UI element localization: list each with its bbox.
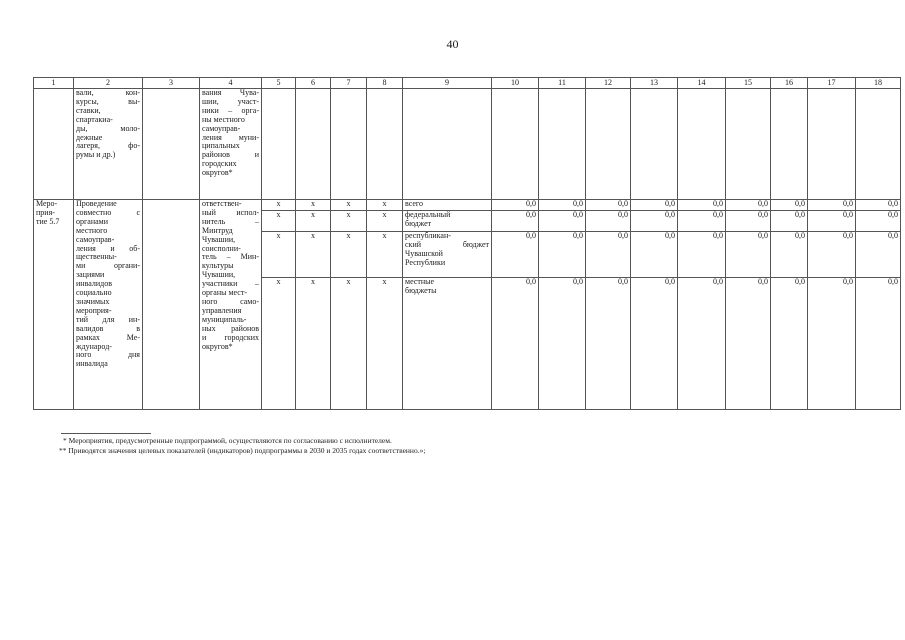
text-line: Чувашии, [202, 270, 236, 280]
text-line: вания Чува- [202, 88, 259, 97]
empty-cell [143, 200, 200, 410]
footnote-rule [61, 433, 151, 434]
x-mark: х [367, 232, 403, 278]
x-mark: х [262, 232, 296, 278]
value-cell: 0,0 [492, 278, 539, 410]
funding-row-total [34, 200, 901, 211]
text-line: Чувашии, [202, 234, 236, 244]
header-cell: 4 [200, 78, 262, 89]
x-mark: х [331, 232, 367, 278]
text-line: участники – [202, 279, 259, 289]
value-cell: 0,0 [539, 211, 586, 232]
x-mark: х [331, 278, 367, 410]
value-cell: 0,0 [771, 200, 808, 211]
x-mark: х [262, 200, 296, 211]
text-line: ский бюджет [405, 239, 489, 249]
text-line: органами [76, 216, 109, 226]
text-line: республикан- [405, 231, 451, 240]
text-line: значимых [76, 296, 110, 306]
value-cell: 0,0 [808, 211, 856, 232]
footnotes [33, 433, 425, 456]
text-line: ждународ- [76, 341, 112, 351]
value-cell: 0,0 [678, 211, 726, 232]
text-line: и городских [202, 332, 259, 342]
text-line: городских [202, 159, 237, 169]
text-line: шии, участ- [202, 96, 259, 106]
empty-cell [34, 89, 74, 200]
value-cell: 0,0 [771, 232, 808, 278]
header-cell: 11 [539, 78, 586, 89]
value-cell: 0,0 [856, 278, 901, 410]
value-cell: 0,0 [539, 200, 586, 211]
text-line: дежные [76, 132, 103, 142]
x-mark: х [296, 211, 331, 232]
text-line: Чувашской [405, 248, 443, 258]
text-line: прия- [36, 207, 55, 217]
empty-cell [492, 89, 539, 200]
empty-cell [678, 89, 726, 200]
text-line: ды, моло- [76, 123, 140, 133]
value-cell: 0,0 [631, 278, 678, 410]
text-line: федеральный [405, 210, 451, 219]
empty-cell [586, 89, 631, 200]
x-mark: х [367, 200, 403, 211]
text-line: Меро- [36, 199, 58, 208]
text-line: вали, кон- [76, 88, 140, 97]
funding-source-cell [403, 232, 492, 278]
text-line: инвалидов [76, 279, 112, 289]
footnote-2: ** Приводятся значения целевых показателей (индикаторов) подпрограммы в 2030 и 2035 годах соответственно.»; [59, 446, 426, 455]
x-mark: х [367, 211, 403, 232]
text-line: лагеря, фо- [76, 141, 140, 151]
text-line: ного дня [76, 350, 140, 360]
header-cell: 9 [403, 78, 492, 89]
text-line: управления [202, 305, 242, 315]
measure-responsible-cell [200, 200, 262, 410]
empty-cell [808, 89, 856, 200]
text-line: соисполни- [202, 243, 241, 253]
value-cell: 0,0 [771, 278, 808, 410]
value-cell: 0,0 [678, 232, 726, 278]
value-cell: 0,0 [726, 278, 771, 410]
empty-cell [331, 89, 367, 200]
empty-cell [143, 89, 200, 200]
value-cell: 0,0 [726, 211, 771, 232]
header-cell: 17 [808, 78, 856, 89]
text-line: Республики [405, 257, 446, 267]
empty-cell [631, 89, 678, 200]
header-cell: 12 [586, 78, 631, 89]
text-line: ставки, [76, 105, 101, 115]
value-cell: 0,0 [678, 200, 726, 211]
text-line: зациями [76, 270, 105, 280]
header-cell: 2 [74, 78, 143, 89]
text-line: спартакиа- [76, 114, 113, 124]
value-cell: 0,0 [586, 232, 631, 278]
header-cell: 14 [678, 78, 726, 89]
value-cell: 0,0 [539, 232, 586, 278]
funding-source-cell [403, 211, 492, 232]
x-mark: х [296, 278, 331, 410]
text-line: бюджеты [405, 285, 437, 295]
empty-cell [403, 89, 492, 200]
value-cell: 0,0 [492, 200, 539, 211]
text-line: ципальных [202, 141, 240, 151]
funding-source-cell [403, 278, 492, 410]
empty-cell [367, 89, 403, 200]
text-line: валидов в [76, 323, 140, 333]
value-cell: 0,0 [856, 211, 901, 232]
value-cell: 0,0 [586, 278, 631, 410]
header-cell: 15 [726, 78, 771, 89]
value-cell: 0,0 [586, 200, 631, 211]
empty-cell [296, 89, 331, 200]
x-mark: х [296, 232, 331, 278]
text-line: всего [405, 199, 424, 208]
x-mark: х [262, 211, 296, 232]
text-line: муниципаль- [202, 314, 247, 324]
empty-cell [539, 89, 586, 200]
value-cell: 0,0 [808, 232, 856, 278]
value-cell: 0,0 [539, 278, 586, 410]
continued-participants-cell [200, 89, 262, 200]
text-line: нитель – [202, 216, 259, 226]
text-line: ны местного [202, 114, 245, 124]
text-line: ления муни- [202, 132, 259, 142]
text-line: социально [76, 288, 112, 298]
value-cell: 0,0 [726, 200, 771, 211]
value-cell: 0,0 [586, 211, 631, 232]
text-line: тие 5.7 [36, 216, 60, 226]
header-cell: 3 [143, 78, 200, 89]
header-cell: 1 [34, 78, 74, 89]
text-line: тель – Мин- [202, 252, 259, 262]
text-line: округов* [202, 168, 233, 178]
program-table [33, 77, 901, 410]
value-cell: 0,0 [771, 211, 808, 232]
x-mark: х [367, 278, 403, 410]
text-line: Проведение [76, 199, 117, 208]
text-line: округов* [202, 341, 233, 351]
empty-cell [262, 89, 296, 200]
text-line: ники – орга- [202, 105, 259, 115]
text-line: ми органи- [76, 261, 140, 271]
header-cell: 13 [631, 78, 678, 89]
value-cell: 0,0 [631, 211, 678, 232]
text-line: румы и др.) [76, 150, 116, 160]
text-line: мероприя- [76, 305, 112, 315]
x-mark: х [262, 278, 296, 410]
text-line: рамках Ме- [76, 332, 140, 342]
header-cell: 5 [262, 78, 296, 89]
column-number-row [34, 78, 901, 89]
value-cell: 0,0 [492, 211, 539, 232]
value-cell: 0,0 [631, 200, 678, 211]
text-line: тий для ин- [76, 314, 140, 324]
text-line: бюджет [405, 218, 432, 228]
text-line: ления и об- [76, 243, 140, 253]
x-mark: х [331, 200, 367, 211]
header-cell: 7 [331, 78, 367, 89]
text-line: ных районов [202, 323, 259, 333]
header-cell: 6 [296, 78, 331, 89]
text-line: органы мест- [202, 288, 248, 298]
continuation-row [34, 89, 901, 200]
footnote-1: * Мероприятия, предусмотренные подпрограммой, осуществляются по согласованию с исполнителем. [63, 436, 392, 445]
value-cell: 0,0 [492, 232, 539, 278]
measure-code-cell [34, 200, 74, 410]
text-line: инвалида [76, 359, 108, 369]
header-cell: 18 [856, 78, 901, 89]
x-mark: х [296, 200, 331, 211]
continued-name-cell [74, 89, 143, 200]
value-cell: 0,0 [631, 232, 678, 278]
value-cell: 0,0 [808, 278, 856, 410]
measure-name-cell [74, 200, 143, 410]
page-number: 40 [446, 37, 459, 51]
header-cell: 16 [771, 78, 808, 89]
empty-cell [856, 89, 901, 200]
value-cell: 0,0 [856, 232, 901, 278]
text-line: местного [76, 225, 108, 235]
text-line: щественны- [76, 252, 117, 262]
value-cell: 0,0 [808, 200, 856, 211]
text-line: ответствен- [202, 199, 242, 208]
text-line: курсы, вы- [76, 96, 140, 106]
text-line: районов и [202, 150, 259, 160]
value-cell: 0,0 [726, 232, 771, 278]
value-cell: 0,0 [678, 278, 726, 410]
funding-source-cell [403, 200, 492, 211]
text-line: совместно с [76, 207, 140, 217]
header-cell: 8 [367, 78, 403, 89]
text-line: ного само- [202, 296, 259, 306]
empty-cell [726, 89, 771, 200]
text-line: ный испол- [202, 207, 259, 217]
x-mark: х [331, 211, 367, 232]
header-cell: 10 [492, 78, 539, 89]
text-line: местные [405, 277, 435, 286]
text-line: самоуправ- [202, 123, 241, 133]
value-cell: 0,0 [856, 200, 901, 211]
text-line: Минтруд [202, 225, 233, 235]
text-line: самоуправ- [76, 234, 115, 244]
text-line: культуры [202, 261, 234, 271]
empty-cell [771, 89, 808, 200]
